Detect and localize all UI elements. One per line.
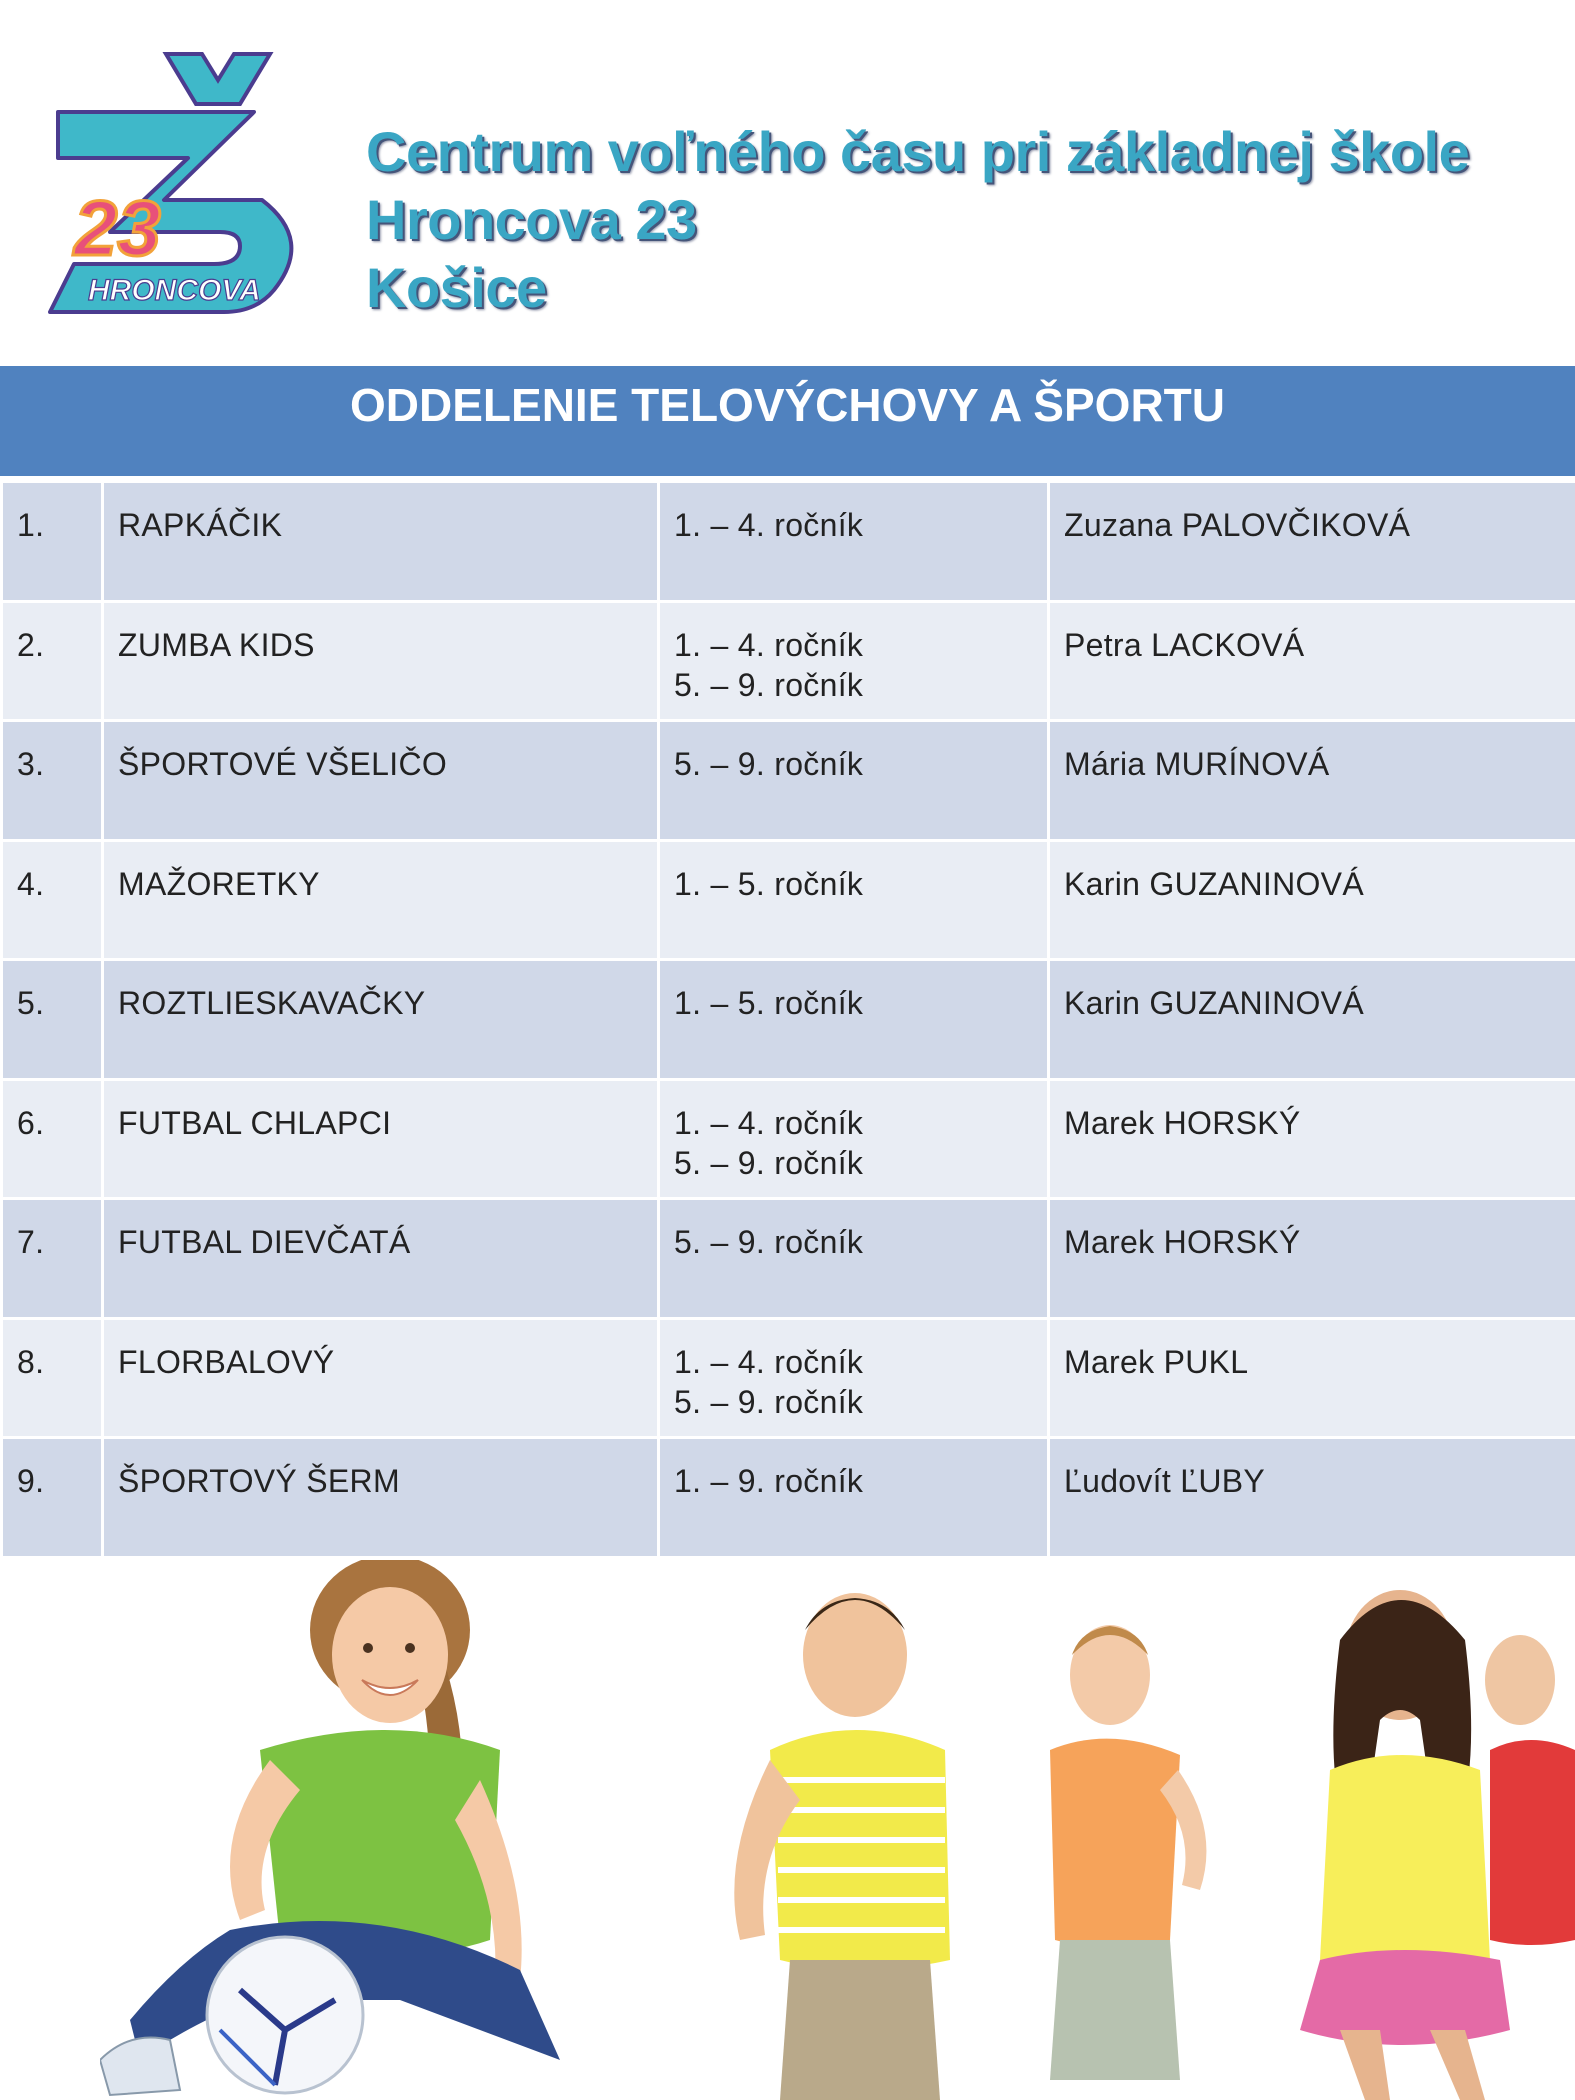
grade-range bbox=[659, 482, 1049, 602]
grade-line: 5. – 9. ročník bbox=[674, 746, 864, 782]
activity-name: ROZTLIESKAVAČKY bbox=[103, 960, 659, 1080]
grade-range bbox=[659, 960, 1049, 1080]
grade-range bbox=[659, 840, 1049, 960]
activities-table bbox=[0, 366, 1575, 1559]
table-row bbox=[2, 1199, 1575, 1319]
activities-grid bbox=[0, 480, 1575, 1559]
activity-name: ŠPORTOVÝ ŠERM bbox=[103, 1438, 659, 1558]
table-row bbox=[2, 721, 1575, 841]
grade-line: 1. – 9. ročník bbox=[674, 1463, 864, 1499]
table-title: ODDELENIE TELOVÝCHOVY A ŠPORTU bbox=[0, 366, 1575, 480]
heading-line-3: Košice bbox=[366, 256, 547, 319]
grade-range bbox=[659, 1199, 1049, 1319]
activity-name: FLORBALOVÝ bbox=[103, 1318, 659, 1438]
grade-line: 1. – 4. ročník bbox=[674, 1343, 864, 1380]
table-row bbox=[2, 1318, 1575, 1438]
activity-name: ŠPORTOVÉ VŠELIČO bbox=[103, 721, 659, 841]
svg-text:23: 23 bbox=[74, 184, 161, 272]
grade-range bbox=[659, 1079, 1049, 1199]
row-number: 1. bbox=[2, 482, 103, 602]
row-number: 6. bbox=[2, 1079, 103, 1199]
heading-line-2: Hroncova 23 bbox=[366, 188, 697, 251]
activity-name: FUTBAL DIEVČATÁ bbox=[103, 1199, 659, 1319]
table-row bbox=[2, 1079, 1575, 1199]
grade-line: 1. – 4. ročník bbox=[674, 507, 864, 543]
school-logo bbox=[44, 50, 324, 320]
grade-range bbox=[659, 721, 1049, 841]
leader-name: Karin GUZANINOVÁ bbox=[1049, 960, 1575, 1080]
row-number: 8. bbox=[2, 1318, 103, 1438]
grade-range bbox=[659, 601, 1049, 721]
grade-line: 1. – 4. ročník bbox=[674, 626, 864, 663]
row-number: 9. bbox=[2, 1438, 103, 1558]
grade-line: 1. – 5. ročník bbox=[674, 865, 864, 902]
leader-name: Marek PUKL bbox=[1049, 1318, 1575, 1438]
leader-name: Ľudovít ĽUBY bbox=[1049, 1438, 1575, 1558]
grade-line: 5. – 9. ročník bbox=[674, 1383, 864, 1420]
row-number: 3. bbox=[2, 721, 103, 841]
leader-name: Petra LACKOVÁ bbox=[1049, 601, 1575, 721]
school-heading bbox=[366, 118, 1469, 322]
leader-name: Marek HORSKÝ bbox=[1049, 1079, 1575, 1199]
grade-line: 5. – 9. ročník bbox=[674, 1144, 864, 1181]
table-row bbox=[2, 1438, 1575, 1558]
logo-text: HRONCOVA bbox=[88, 274, 261, 307]
leader-name: Marek HORSKÝ bbox=[1049, 1199, 1575, 1319]
table-row bbox=[2, 482, 1575, 602]
table-row bbox=[2, 840, 1575, 960]
grade-line: 1. – 5. ročník bbox=[674, 985, 864, 1021]
row-number: 4. bbox=[2, 840, 103, 960]
activity-name: ZUMBA KIDS bbox=[103, 601, 659, 721]
row-number: 2. bbox=[2, 601, 103, 721]
activity-name: FUTBAL CHLAPCI bbox=[103, 1079, 659, 1199]
row-number: 5. bbox=[2, 960, 103, 1080]
activity-name: RAPKÁČIK bbox=[103, 482, 659, 602]
leader-name: Karin GUZANINOVÁ bbox=[1049, 840, 1575, 960]
leader-name: Zuzana PALOVČIKOVÁ bbox=[1049, 482, 1575, 602]
row-number: 7. bbox=[2, 1199, 103, 1319]
table-row bbox=[2, 960, 1575, 1080]
grade-line: 5. – 9. ročník bbox=[674, 1224, 864, 1260]
grade-range bbox=[659, 1438, 1049, 1558]
grade-line: 5. – 9. ročník bbox=[674, 666, 864, 703]
heading-line-1: Centrum voľného času pri základnej škole bbox=[366, 120, 1470, 183]
activity-name: MAŽORETKY bbox=[103, 840, 659, 960]
grade-line: 1. – 4. ročník bbox=[674, 1104, 864, 1141]
table-row bbox=[2, 601, 1575, 721]
leader-name: Mária MURÍNOVÁ bbox=[1049, 721, 1575, 841]
grade-range bbox=[659, 1318, 1049, 1438]
running-children-photo bbox=[700, 1560, 1575, 2100]
girl-with-ball-photo bbox=[100, 1560, 570, 2100]
